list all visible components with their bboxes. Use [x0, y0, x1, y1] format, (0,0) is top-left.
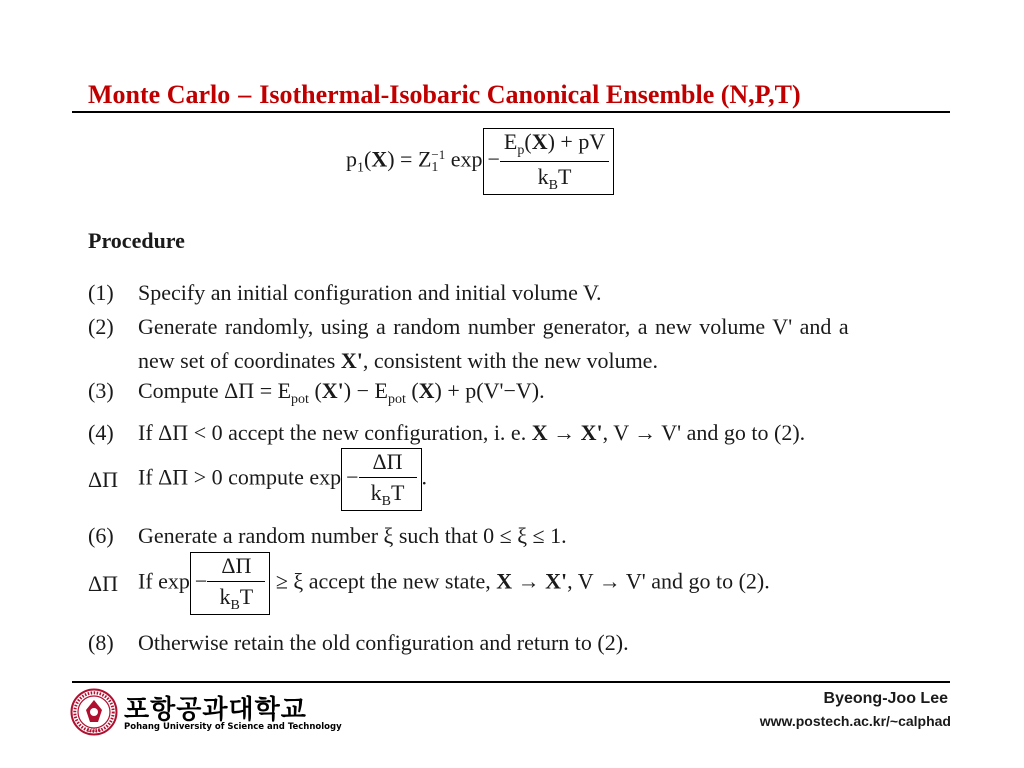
university-seal-icon [70, 688, 118, 736]
university-name-korean: 포항공과대학교 [124, 695, 307, 725]
step-text: new set of coordinates [138, 348, 336, 373]
fraction [207, 553, 265, 614]
step-text: ( [405, 378, 419, 403]
eq-den-k: k [537, 164, 549, 189]
eq-num-open: ( [524, 129, 532, 154]
title-rule [72, 111, 950, 113]
step-text: Specify an initial configuration and initial volume V. [138, 280, 602, 305]
title-dash: – [238, 80, 252, 109]
step-text: If ΔΠ < 0 accept the new configuration, i. e. [138, 420, 532, 445]
step-6 [88, 523, 567, 549]
step-text: , V → V' and go to (2). [602, 420, 806, 445]
step-text: Compute ΔΠ = E [138, 378, 292, 403]
step-4 [88, 420, 805, 446]
step-2-continued [138, 348, 658, 374]
step-3 [88, 378, 545, 408]
fraction-num: ΔΠ [207, 553, 265, 582]
eq-num-x: X [531, 129, 548, 154]
coords-x: X → X' [496, 568, 568, 594]
eq-minus: − [487, 146, 500, 172]
author-website: www.postech.ac.kr/~calphad [759, 713, 951, 729]
step-number: (1) [88, 280, 114, 305]
step-5 [88, 448, 427, 511]
title-part1: Monte Carlo [88, 80, 231, 109]
fraction-den-sub: B [230, 598, 240, 613]
step-text: ) − E [343, 378, 388, 403]
step-number: (3) [88, 378, 114, 403]
eq-z: ) = Z [387, 146, 432, 172]
title-part2: Isothermal-Isobaric Canonical Ensemble (N,P,T) [259, 80, 801, 109]
fraction-den-sub: B [381, 494, 391, 509]
eq-num-e-sub: p [517, 143, 525, 158]
step-number: ΔΠ [88, 570, 119, 596]
slide-title [88, 80, 801, 110]
step-text: If ΔΠ > 0 compute exp [138, 464, 342, 490]
exp-bracket [341, 448, 421, 511]
probability-equation [346, 128, 614, 195]
step-text: ( [308, 378, 322, 403]
pot-sub: pot [291, 392, 309, 407]
coords-x: X → X' [531, 420, 603, 445]
step-7 [88, 552, 770, 615]
step-text: . [421, 464, 428, 490]
eq-fraction [500, 129, 609, 194]
step-1 [88, 280, 602, 306]
step-number: ΔΠ [88, 466, 119, 492]
fraction-den-k: k [219, 584, 231, 609]
step-number: (2) [88, 314, 114, 339]
eq-den-t: T [558, 164, 572, 189]
coords-x: X' [340, 348, 363, 373]
footer-rule [72, 681, 950, 683]
author-name: Byeong-Joo Lee [823, 690, 948, 707]
step-text: Otherwise retain the old configuration and return to (2). [138, 630, 629, 655]
seal-year: 1986 [87, 728, 101, 734]
step-text: , consistent with the new volume. [362, 348, 658, 373]
eq-z-sup: −1 [431, 147, 446, 162]
step-text: ) + p(V'−V). [434, 378, 545, 403]
coords-x: X' [321, 378, 344, 403]
eq-den-sub: B [548, 178, 559, 193]
eq-p-sub: 1 [357, 160, 364, 176]
fraction-den-k: k [370, 480, 382, 505]
step-number: (6) [88, 523, 114, 548]
eq-z-sub: 1 [431, 160, 439, 175]
exp-bracket [190, 552, 270, 615]
fraction-num: ΔΠ [359, 449, 417, 478]
eq-exp: exp [450, 146, 483, 172]
minus: − [346, 464, 359, 490]
step-number: (4) [88, 420, 114, 445]
step-text: , V → V' and go to (2). [567, 568, 770, 594]
step-8 [88, 630, 629, 656]
procedure-heading: Procedure [88, 228, 185, 253]
eq-open: ( [364, 146, 372, 172]
coords-x: X [418, 378, 435, 403]
eq-num-e: E [503, 129, 518, 154]
step-text: Generate a random number ξ such that 0 ≤ ξ ≤ 1. [138, 523, 567, 548]
fraction-den-t: T [390, 480, 405, 505]
step-2 [88, 314, 849, 340]
pot-sub: pot [387, 392, 406, 407]
eq-bracket [483, 128, 615, 195]
step-text: If exp [138, 568, 190, 594]
eq-p: p [346, 146, 357, 172]
university-name-english: Pohang University of Science and Technology [124, 722, 342, 732]
fraction-den-t: T [239, 584, 254, 609]
step-text: ≥ ξ accept the new state, [270, 568, 497, 594]
step-number: (8) [88, 630, 114, 655]
fraction [359, 449, 417, 510]
step-text: Generate randomly, using a random number generator, a new volume V' and a [138, 314, 849, 339]
eq-num-rest: ) + pV [547, 129, 606, 154]
eq-x: X [371, 146, 388, 172]
minus: − [194, 568, 208, 594]
